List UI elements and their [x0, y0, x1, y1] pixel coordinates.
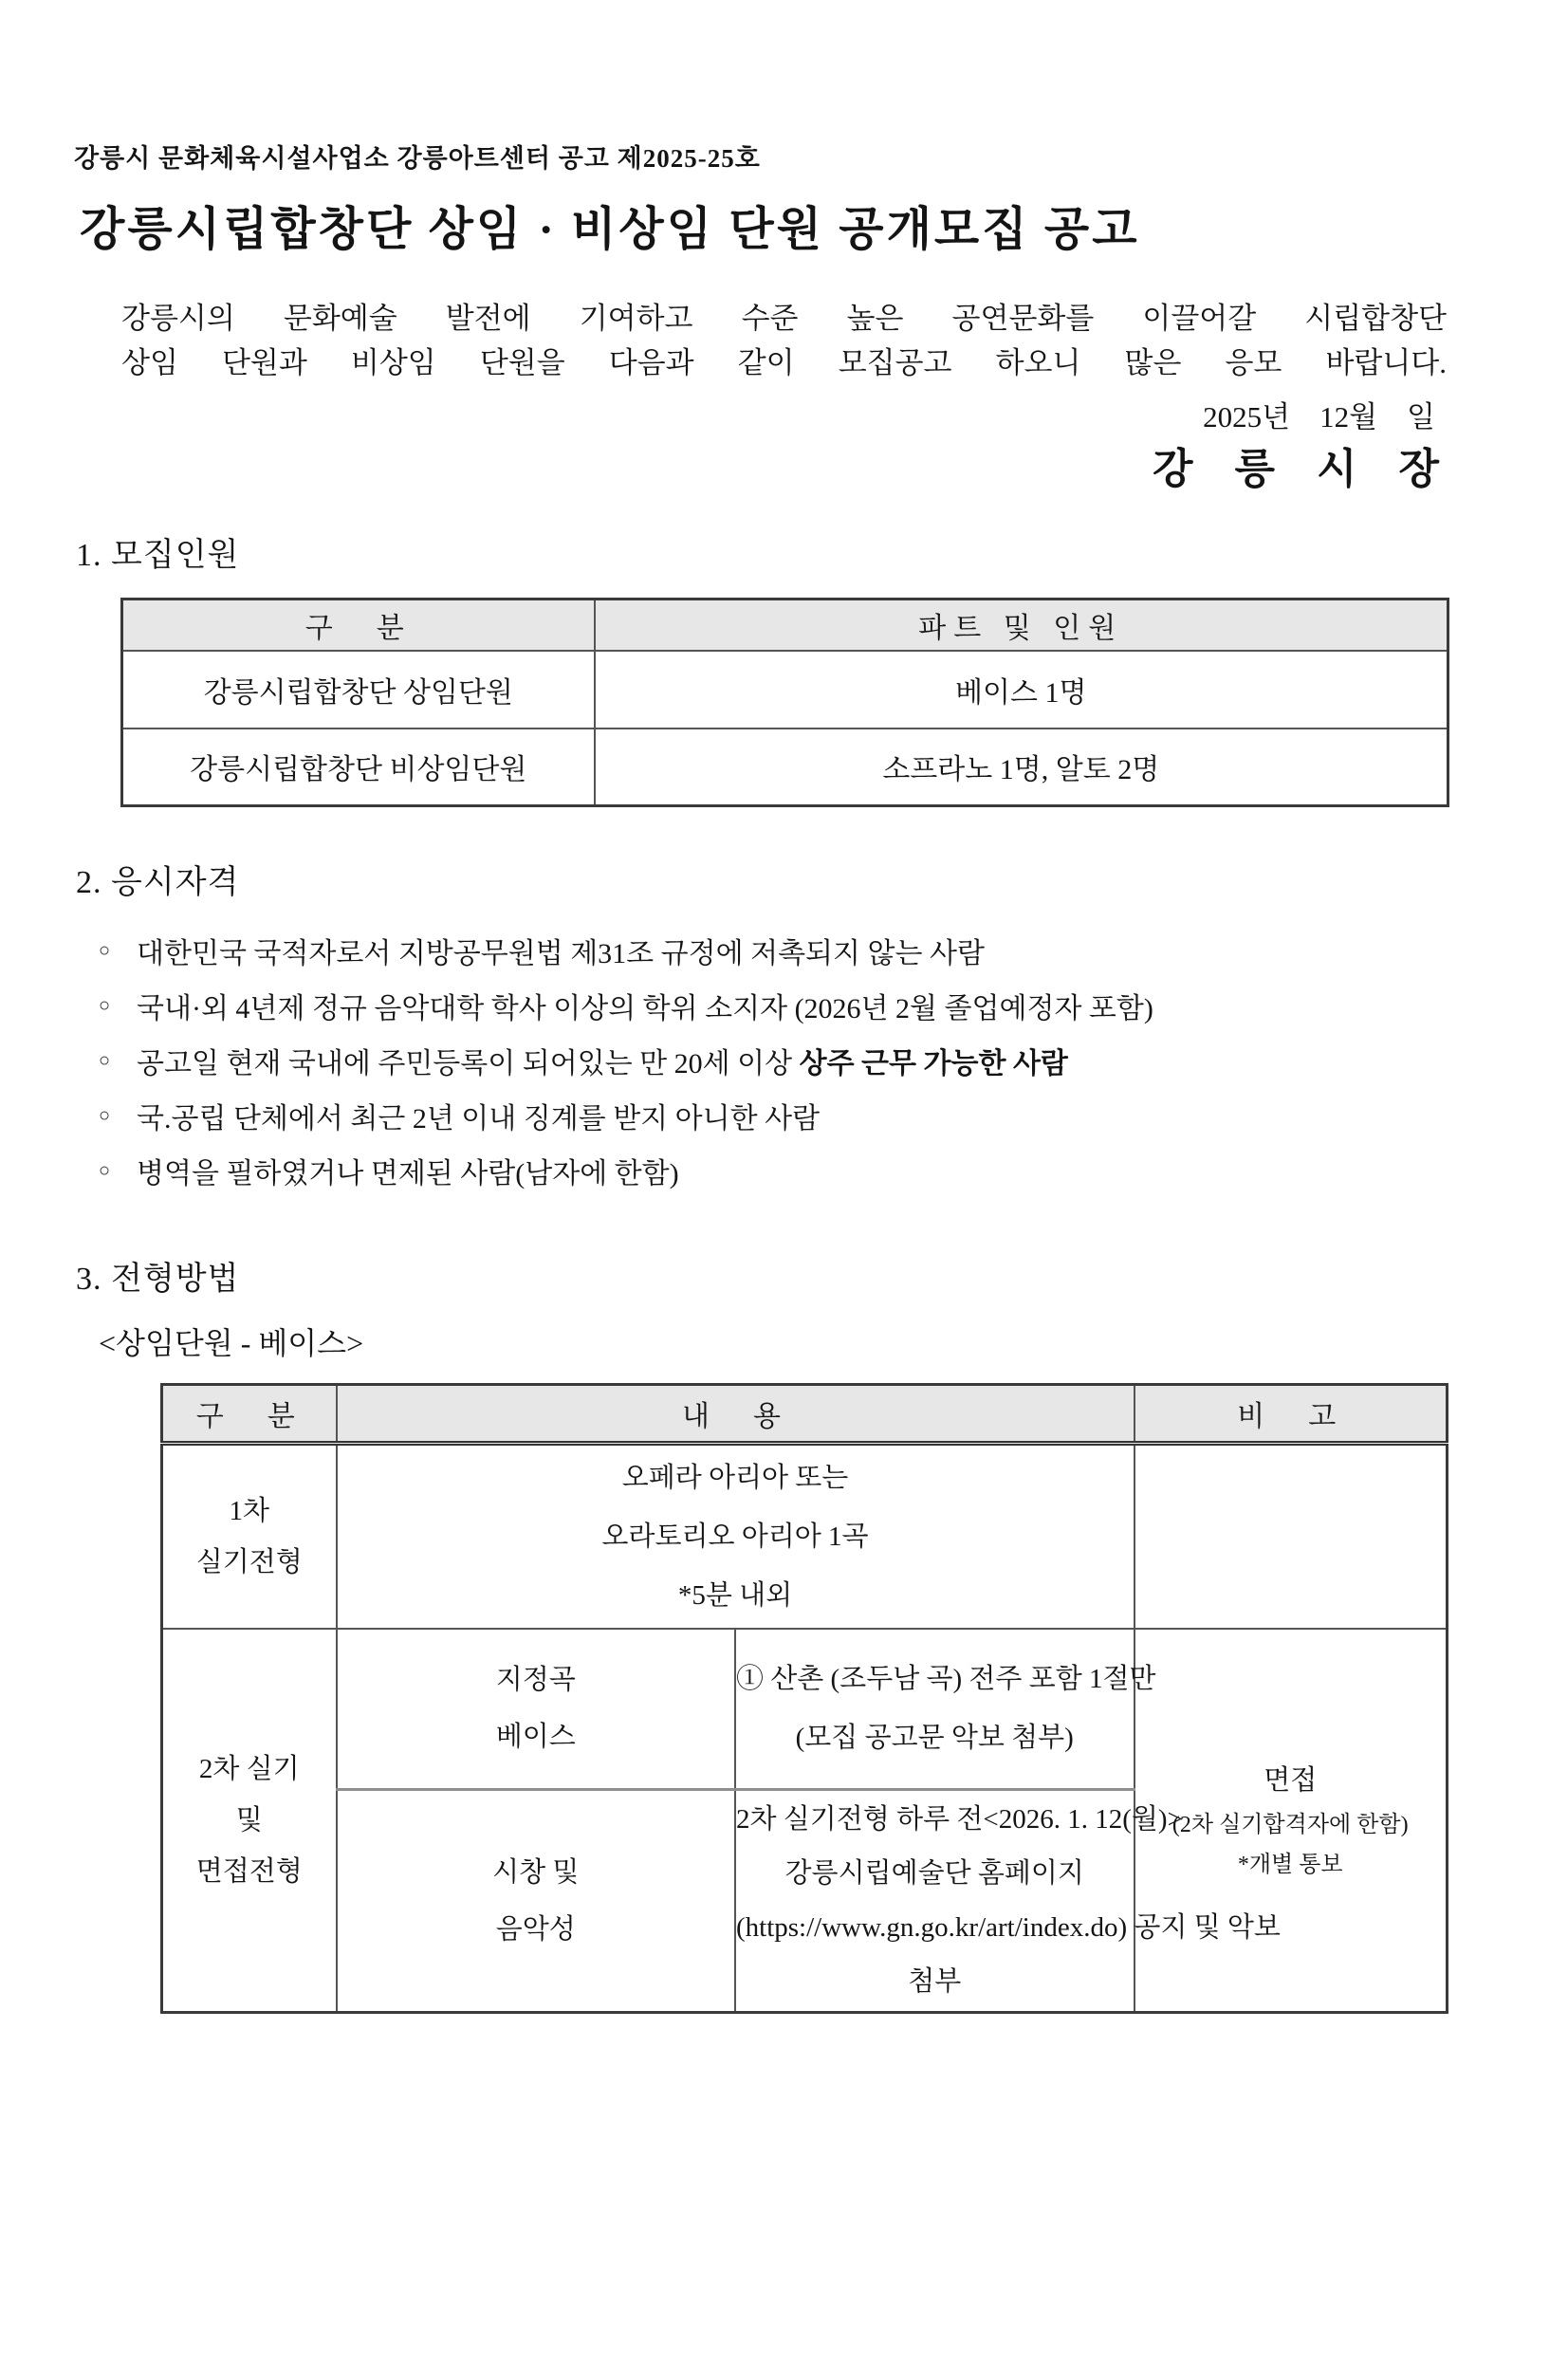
round1-note-empty — [1134, 1444, 1448, 1629]
notice-number: 강릉시 문화체육시설사업소 강릉아트센터 공고 제2025-25호 — [74, 144, 761, 173]
eligibility-item-text: 대한민국 국적자로서 지방공무원법 제31조 규정에 저촉되지 않는 사람 — [137, 938, 985, 969]
recruitment-table — [120, 598, 1449, 807]
round2-sub2-content-line: 첨부 — [908, 1966, 962, 1997]
recruitment-row1-parts: 베이스 1명 — [595, 651, 1448, 729]
eligibility-item-text: 국내·외 4년제 정규 음악대학 학사 이상의 학위 소지자 (2026년 2월 졸업예정자 포함) — [137, 993, 1153, 1024]
round1-label — [162, 1444, 337, 1629]
round2-label-line: 2차 실기 — [198, 1753, 300, 1784]
intro-line-1: 강릉시의 문화예술 발전에 기여하고 수준 높은 공연문화를 이끌어갈 시립합창단 — [121, 302, 1447, 335]
round1-content-line: 오라토리오 아리아 1곡 — [601, 1521, 869, 1552]
eligibility-item-text: 국.공립 단체에서 최근 2년 이내 징계를 받지 아니한 사람 — [137, 1103, 821, 1134]
section1-heading: 1. 모집인원 — [76, 538, 240, 573]
list-item — [99, 1033, 1568, 1088]
selection-method-table — [160, 1383, 1448, 2014]
list-item — [99, 1143, 1568, 1198]
bullet-circle-icon: ○ — [99, 994, 111, 1016]
round2-note-line: 면접 — [1264, 1764, 1318, 1796]
eligibility-list — [99, 923, 1568, 1198]
bullet-circle-icon: ○ — [99, 1104, 111, 1126]
table-row — [162, 1444, 1448, 1629]
round2-sub2-content — [735, 1790, 1281, 2013]
list-item — [99, 923, 1568, 978]
round2-note-line: *개별 통보 — [1237, 1852, 1343, 1877]
intro-line-2: 상임 단원과 비상임 단원을 다음과 같이 모집공고 하오니 많은 응모 바랍니다. — [121, 346, 1447, 379]
round2-sub1-label-line: 지정곡 — [495, 1665, 576, 1696]
section3-subheading: <상임단원 - 베이스> — [99, 1326, 364, 1360]
round2-sub2-content-line: 강릉시립예술단 홈페이지 — [784, 1858, 1084, 1889]
eligibility-item-text — [137, 1040, 1068, 1081]
section2-heading: 2. 응시자격 — [76, 865, 240, 900]
round2-label — [162, 1629, 337, 2013]
round2-sub2-label-line: 음악성 — [495, 1914, 576, 1945]
signer-mayor: 강 릉 시 장 — [1152, 446, 1439, 492]
round2-sub2-label — [337, 1790, 736, 2013]
intro-paragraph — [121, 296, 1447, 385]
list-item — [99, 1088, 1568, 1143]
selection-table-header-row — [162, 1385, 1448, 1444]
round1-content-line: *5분 내외 — [677, 1579, 793, 1611]
round1-label-line: 1차 — [229, 1495, 269, 1526]
round2-sub1-label — [337, 1629, 736, 1790]
table-row — [162, 1629, 1448, 1790]
selection-header-category: 구 분 — [162, 1385, 337, 1444]
round2-sub2-content-line: 2차 실기전형 하루 전<2026. 1. 12(월)> — [736, 1804, 1183, 1835]
selection-header-content: 내 용 — [337, 1385, 1134, 1444]
bullet-circle-icon: ○ — [99, 939, 111, 961]
table-row — [122, 651, 1448, 729]
round2-note-line: (2차 실기합격자에 한함) — [1171, 1812, 1409, 1837]
section3-heading: 3. 전형방법 — [76, 1262, 240, 1297]
round2-sub2-label-line: 시창 및 — [492, 1857, 580, 1888]
round1-content-line: 오페라 아리아 또는 — [621, 1462, 849, 1493]
round2-sub2-content-line: (https://www.gn.go.kr/art/index.do) 공지 및 악보 — [736, 1912, 1281, 1943]
round2-label-line: 면접전형 — [195, 1855, 303, 1887]
recruitment-header-category: 구 분 — [122, 599, 595, 651]
recruitment-row2-category: 강릉시립합창단 비상임단원 — [122, 729, 595, 806]
recruitment-table-header-row — [122, 599, 1448, 651]
selection-header-note: 비 고 — [1134, 1385, 1448, 1444]
recruitment-header-parts: 파트 및 인원 — [595, 599, 1448, 651]
recruitment-row2-parts: 소프라노 1명, 알토 2명 — [595, 729, 1448, 806]
eligibility-item-text: 병역을 필하였거나 면제된 사람(남자에 한함) — [137, 1158, 679, 1190]
table-row — [122, 729, 1448, 806]
recruitment-row1-category: 강릉시립합창단 상임단원 — [122, 651, 595, 729]
announcement-date: 2025년 12월 일 — [1203, 400, 1435, 433]
round1-label-line: 실기전형 — [195, 1546, 303, 1577]
announcement-page — [0, 142, 1568, 2361]
list-item — [99, 978, 1568, 1033]
bullet-circle-icon: ○ — [99, 1049, 111, 1071]
eligibility-item-text-bold: 상주 근무 가능한 사람 — [799, 1048, 1068, 1079]
round2-sub1-content-line: (모집 공고문 악보 첨부) — [795, 1723, 1074, 1754]
round2-sub1-content — [735, 1629, 1156, 1790]
round2-sub1-content-line: ① 산촌 (조두남 곡) 전주 포함 1절만 — [736, 1664, 1156, 1695]
round2-label-line: 및 — [235, 1804, 263, 1835]
round1-content — [337, 1444, 1134, 1629]
round2-sub1-label-line: 베이스 — [495, 1722, 576, 1753]
document-title: 강릉시립합창단 상임 · 비상임 단원 공개모집 공고 — [80, 203, 1140, 255]
bullet-circle-icon: ○ — [99, 1159, 111, 1181]
eligibility-item-text-normal: 공고일 현재 국내에 주민등록이 되어있는 만 20세 이상 — [137, 1048, 800, 1079]
